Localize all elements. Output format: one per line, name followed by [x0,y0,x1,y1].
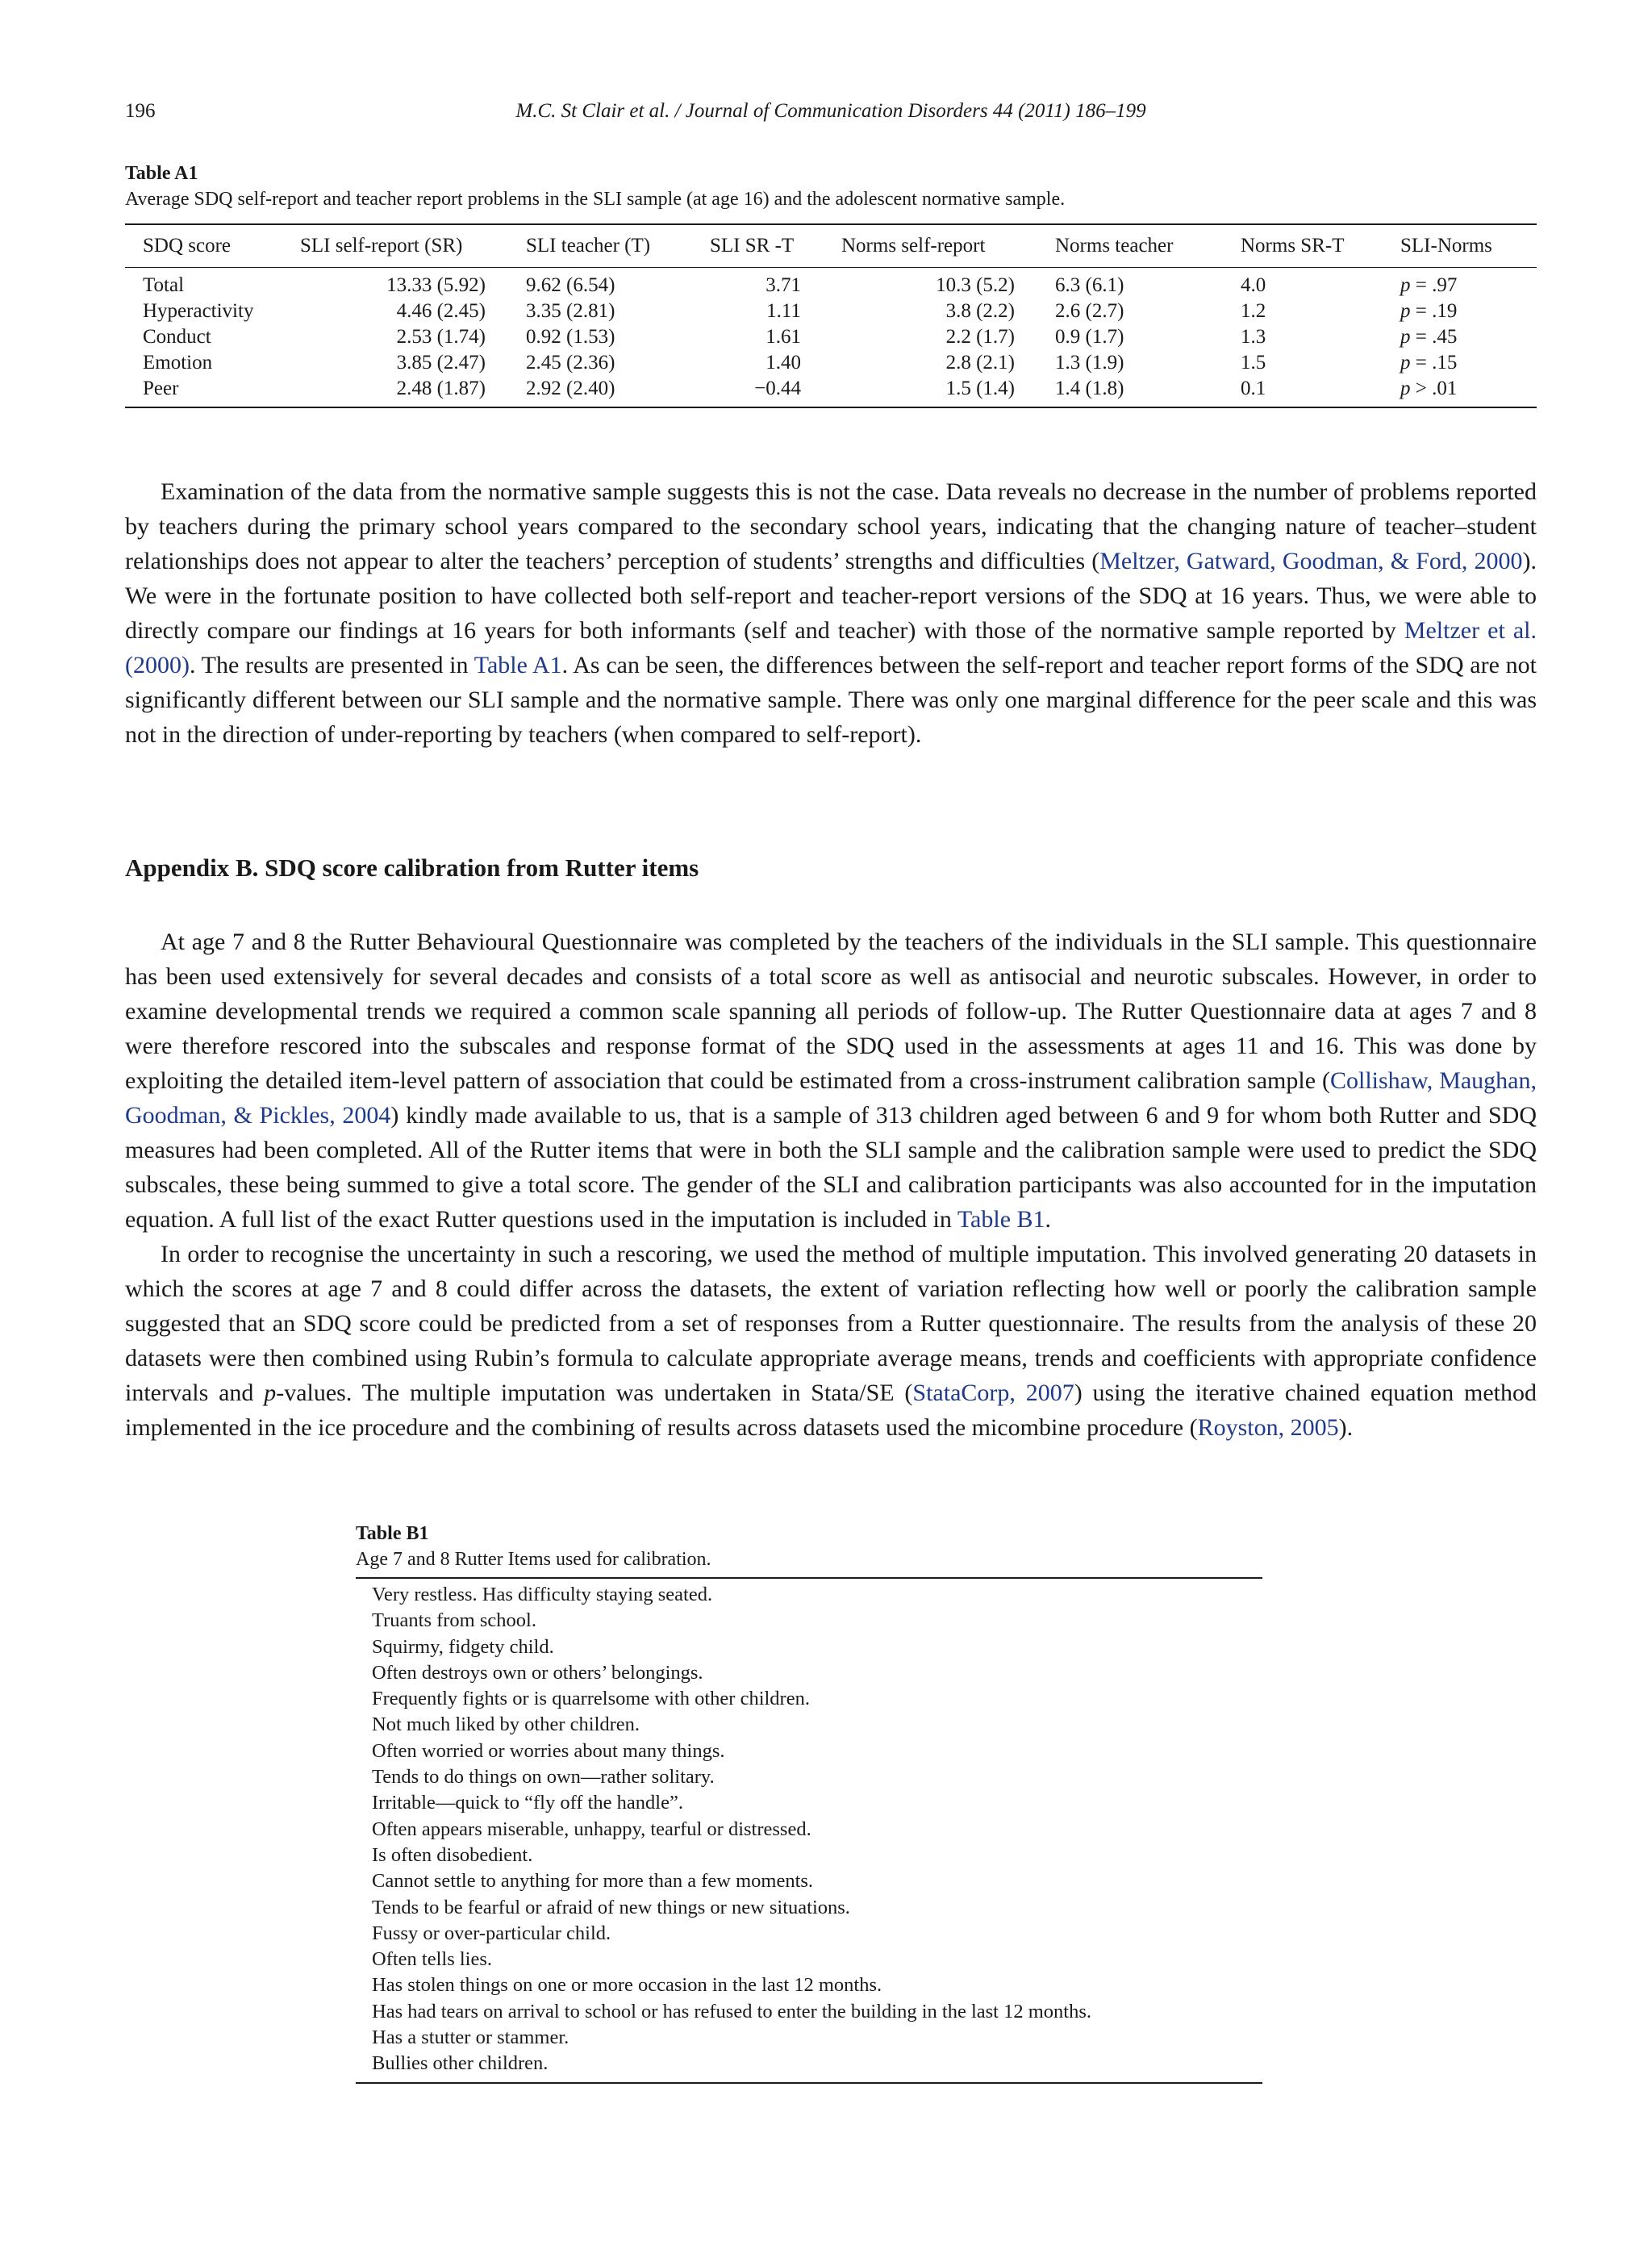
table-cell: 1.5 [1241,352,1266,374]
paragraph-rutter [125,925,1537,1237]
table-cell: 4.46 (2.45) [396,300,486,322]
list-item: Frequently fights or is quarrelsome with other children. [372,1688,810,1710]
table-cell: 0.92 (1.53) [526,326,615,348]
table-cell [1400,324,1537,350]
paragraph-normative-comparison [125,474,1537,752]
list-item: Often tells lies. [372,1948,493,1971]
p-symbol: p [1400,274,1411,296]
table-cell: 2.2 (1.7) [945,326,1015,348]
text-run: ). [1338,1414,1354,1441]
table-cell: 10.3 (5.2) [936,274,1015,296]
table-cell: −0.44 [710,376,841,407]
p-value: = .45 [1410,326,1458,348]
table-a1 [125,161,1537,408]
list-item: Has had tears on arrival to school or has refused to enter the building in the last 12 months. [372,2000,1092,2022]
text-run: p [264,1380,277,1406]
table-cell: 2.45 (2.36) [526,352,615,374]
list-item: Often destroys own or others’ belongings. [372,1661,703,1684]
list-item: Very restless. Has difficulty staying seated. [372,1584,713,1605]
table-cell: Emotion [143,352,213,374]
col-header: Norms teacher [1055,224,1241,268]
table-a1-caption: Average SDQ self-report and teacher report problems in the SLI sample (at age 16) and the adolescent normative sample. [125,189,1066,210]
col-header: Norms SR-T [1241,224,1400,268]
table-cell: 3.8 (2.2) [945,300,1015,322]
page-number: 196 [125,100,156,122]
table-b1 [356,1521,1262,2084]
list-item: Often appears miserable, unhappy, tearful or distressed. [372,1818,811,1840]
table-cell: Peer [125,376,300,407]
table-cell: 2.8 (2.1) [945,352,1015,374]
table-cell: 6.3 (6.1) [1055,274,1124,296]
section-heading: Appendix B. SDQ score calibration from Rutter items [125,854,699,882]
list-item: Has a stutter or stammer. [372,2027,569,2049]
p-symbol: p [1400,326,1411,348]
list-item: Not much liked by other children. [372,1713,640,1736]
table-cell [1400,298,1537,324]
col-header: SLI SR -T [710,224,841,268]
table-cell: 1.2 [1241,300,1266,322]
list-item: Tends to do things on own—rather solitary. [372,1766,715,1789]
list-item: Fussy or over-particular child. [372,1922,611,1944]
list-item: Tends to be fearful or afraid of new things or new situations. [372,1896,850,1918]
text-run: ) kindly made available to us, that is a sample of 313 children aged between 6 and 9 for whom both Rutter and SDQ measures had been completed. All of the Rutter items that were in both the SLI sample and the calibration sample were used to predict the SDQ subscales, these being summed to give a total score. The gender of the SLI and calibration participants was also accounted for in the imputation equation. A full list of the exact Rutter questions used in the imputation is included in [125,1102,1537,1233]
list-item: Bullies other children. [372,2052,549,2075]
text-run: At age 7 and 8 the Rutter Behavioural Questionnaire was completed by the teachers of the individuals in the SLI sample. This questionnaire has been used extensively for several decades and consists of a total score as well as antisocial and neurotic subscales. However, in order to examine developmental trends we required a common scale spanning all periods of follow-up. The Rutter Questionnaire data at ages 7 and 8 were therefore rescored into the subscales and response format of the SDQ used in the assessments at ages 11 and 16. This was done by exploiting the detailed item-level pattern of association that could be estimated from a cross-instrument calibration sample ( [125,929,1537,1094]
p-symbol: p [1400,378,1411,399]
text-run: -values. The multiple imputation was undertaken in Stata/SE ( [276,1380,913,1406]
table-row [125,350,1537,376]
table-cell: 4.0 [1241,274,1266,296]
text-run: . The results are presented in [189,652,474,678]
rutter-item-list [356,1579,1262,2084]
table-cell: 2.48 (1.87) [300,376,526,407]
table-cell: 1.3 (1.9) [1055,352,1124,374]
table-cell [1400,376,1537,407]
table-cell: 13.33 (5.92) [386,274,486,296]
table-cell: 3.71 [766,274,801,296]
table-row [125,324,1537,350]
table-cell: Hyperactivity [143,300,254,322]
citation-link[interactable]: Collishaw, Maughan, Goodman, & Pickles, 2004 [125,1067,1537,1129]
list-item: Has stolen things on one or more occasion in the last 12 months. [372,1974,882,1997]
p-value: = .15 [1410,352,1458,374]
table-cell: 0.1 [1241,376,1400,407]
table-b1-caption: Age 7 and 8 Rutter Items used for calibration. [356,1549,711,1570]
table-cell: 2.92 (2.40) [526,376,710,407]
text-run: In order to recognise the uncertainty in such a rescoring, we used the method of multiple imputation. This involved generating 20 datasets in which the scores at age 7 and 8 could differ across the datasets, the extent of variation reflecting how well or poorly the calibration sample suggested that an SDQ score could be predicted from a set of responses from a Rutter questionnaire. The results from the analysis of these 20 datasets were then combined using Rubin’s formula to calculate appropriate average means, trends and coefficients with appropriate confidence intervals and [125,1241,1537,1406]
text-run: Examination of the data from the normative sample suggests this is not the case. Data reveals no decrease in the number of problems reported by teachers during the primary school years compared to the secondary school years, indicating that the changing nature of teacher–student relationships does not appear to alter the teachers’ perception of students’ strengths and difficulties ( [125,478,1537,574]
table-b1-title: Table B1 [356,1523,429,1544]
p-symbol: p [1400,300,1411,322]
text-run: . As can be seen, the differences between the self-report and teacher report forms of the SDQ are not significantly different between our SLI sample and the normative sample. There was only one marginal difference for the peer scale and this was not in the direction of under-reporting by teachers (when compared to self-report). [125,652,1537,748]
table-cell: 1.40 [766,352,801,374]
table-cell: Total [143,274,185,296]
table-a1-title: Table A1 [125,163,198,184]
text-run: . [1045,1206,1052,1233]
text-run: ). We were in the fortunate position to have collected both self-report and teacher-report versions of the SDQ at 16 years. Thus, we were able to directly compare our findings at 16 years for both informants (self and teacher) with those of the normative sample reported by [125,548,1537,644]
table-cell: 9.62 (6.54) [526,274,615,296]
table-row [125,376,1537,407]
p-symbol: p [1400,352,1411,374]
col-header: SLI-Norms [1400,224,1537,268]
running-head [125,100,1537,127]
list-item: Cannot settle to anything for more than a few moments. [372,1870,814,1893]
col-header: SDQ score [125,224,300,268]
table-a1-header-row [125,224,1537,268]
table-cell: 1.5 (1.4) [841,376,1055,407]
table-link[interactable]: Table A1 [473,652,562,678]
col-header: SLI self-report (SR) [300,224,526,268]
table-row [125,298,1537,324]
p-value: > .01 [1410,378,1458,399]
p-value: = .97 [1410,274,1458,296]
table-cell: Conduct [143,326,211,348]
table-cell: 2.53 (1.74) [396,326,486,348]
table-cell: 2.6 (2.7) [1055,300,1124,322]
table-a1-grid [125,223,1537,408]
table-link[interactable]: Table B1 [957,1206,1045,1233]
journal-citation: M.C. St Clair et al. / Journal of Communication Disorders 44 (2011) 186–199 [515,100,1146,122]
appendix-b-body [125,925,1537,1445]
col-header: SLI teacher (T) [526,224,710,268]
table-cell [1400,350,1537,376]
list-item: Squirmy, fidgety child. [372,1635,554,1658]
table-cell: 0.9 (1.7) [1055,326,1124,348]
list-item: Irritable—quick to “fly off the handle”. [372,1792,683,1814]
table-cell: 1.4 (1.8) [1055,376,1241,407]
citation-link[interactable]: Meltzer et al. (2000) [125,617,1537,678]
text-run: ) using the iterative chained equation method implemented in the ice procedure and the combining of results across datasets used the micombine procedure ( [125,1380,1537,1441]
table-cell: 1.3 [1241,326,1266,348]
list-item: Is often disobedient. [372,1843,533,1866]
table-cell: 1.61 [766,326,801,348]
table-cell: 1.11 [766,300,801,322]
p-value: = .19 [1410,300,1458,322]
table-cell: 3.85 (2.47) [396,352,486,374]
list-item: Often worried or worries about many things. [372,1739,725,1762]
table-cell [1400,268,1537,299]
table-row [125,268,1537,299]
citation-link[interactable]: Meltzer, Gatward, Goodman, & Ford, 2000 [1099,548,1523,574]
list-item: Truants from school. [372,1609,536,1632]
citation-link[interactable]: StataCorp, 2007 [912,1380,1074,1406]
paragraph-imputation [125,1237,1537,1445]
citation-link[interactable]: Royston, 2005 [1197,1414,1339,1441]
col-header: Norms self-report [841,224,1055,268]
table-cell: 3.35 (2.81) [526,300,615,322]
